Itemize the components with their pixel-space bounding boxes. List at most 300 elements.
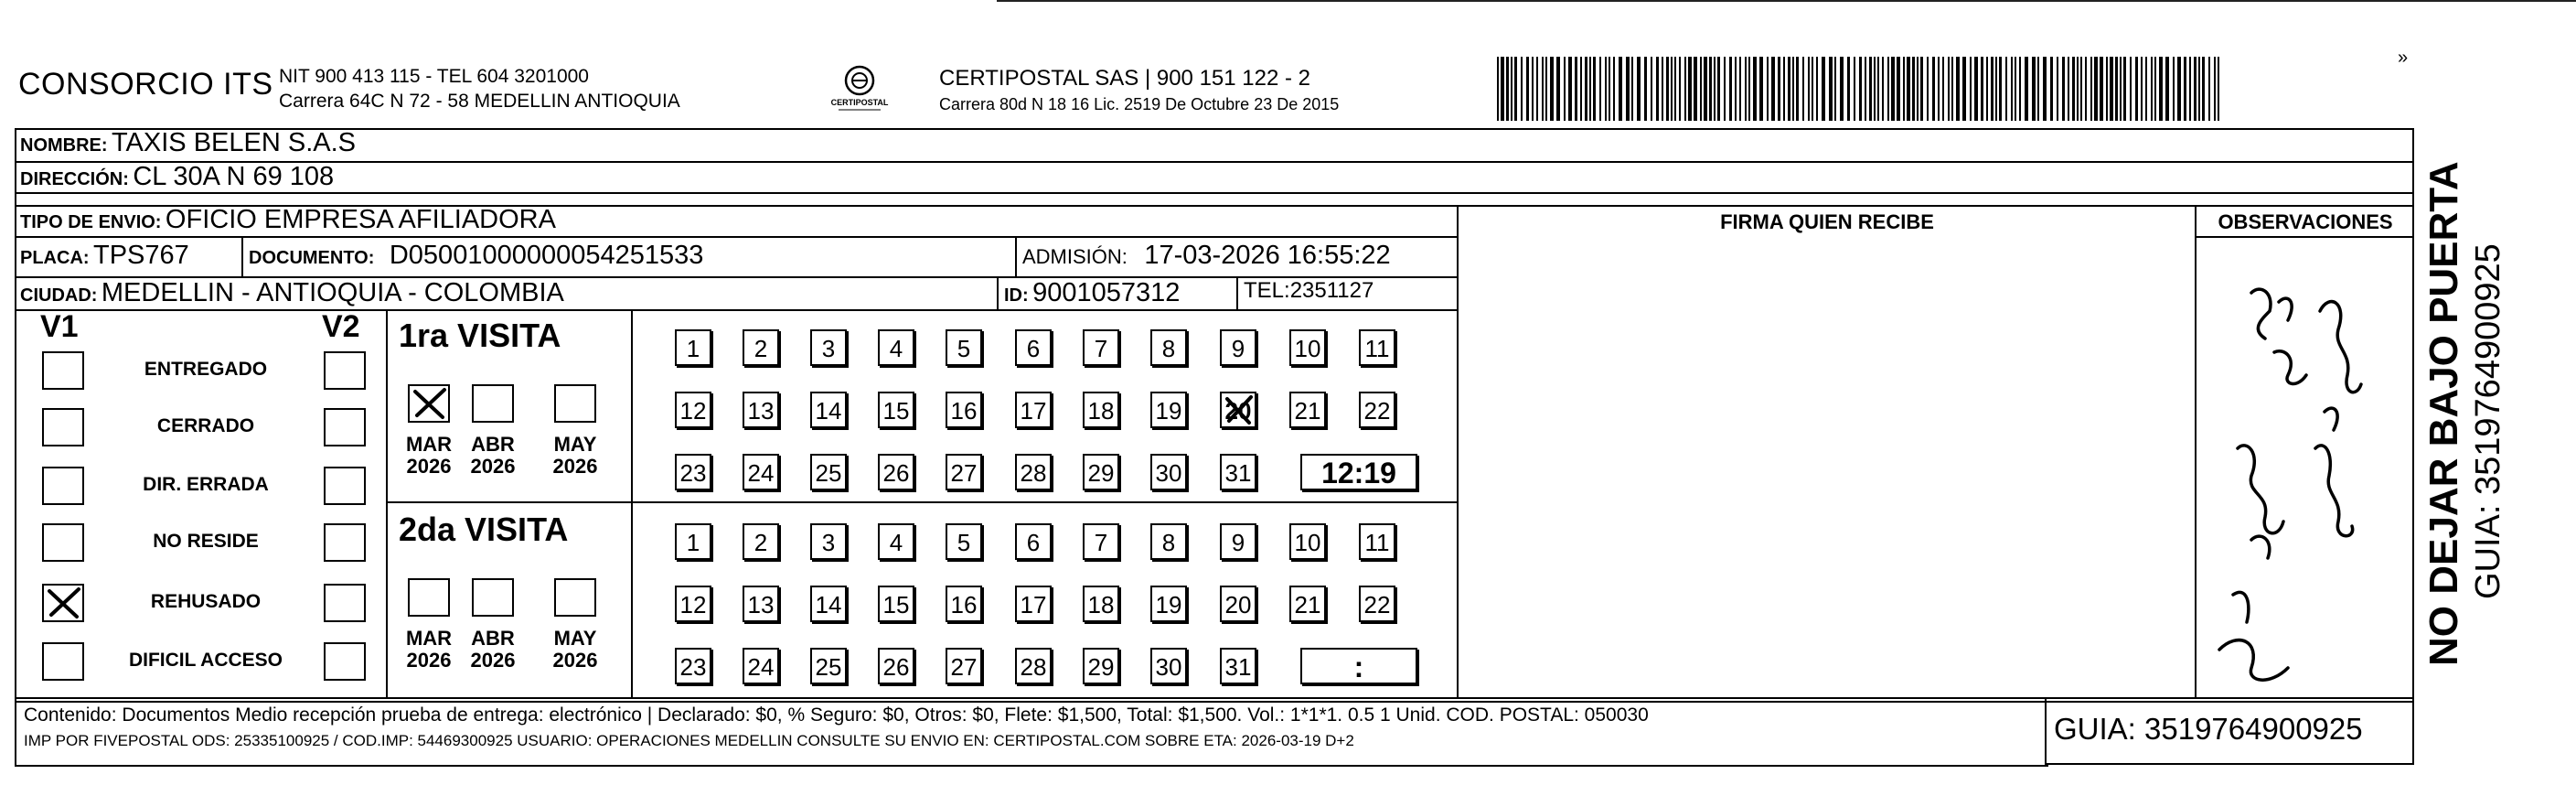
day-box[interactable]: 9: [1220, 523, 1256, 560]
barcode-bar: [1829, 57, 1833, 121]
day-box[interactable]: 16: [946, 392, 982, 428]
company-name: CONSORCIO ITS: [18, 67, 273, 102]
day-box[interactable]: 1: [675, 329, 711, 366]
barcode-bar: [1991, 57, 1993, 121]
day-box[interactable]: 24: [743, 648, 779, 684]
barcode-bar: [1912, 57, 1915, 121]
status-label: ENTREGADO: [144, 359, 268, 380]
day-box[interactable]: 15: [878, 586, 914, 622]
barcode-bar: [1589, 57, 1591, 121]
v1-checkbox[interactable]: [42, 467, 84, 505]
month-year: 2026: [470, 455, 516, 478]
barcode-bar: [1907, 57, 1910, 121]
month-label: [547, 434, 604, 478]
barcode-bar: [2135, 57, 2138, 121]
day-box[interactable]: 28: [1015, 648, 1052, 684]
ciudad-field: [20, 278, 564, 308]
month-checkbox[interactable]: [408, 578, 450, 617]
day-box[interactable]: 22: [1359, 392, 1395, 428]
month-checkbox[interactable]: [472, 578, 514, 617]
barcode-bar: [1556, 57, 1560, 121]
barcode-bar: [2177, 57, 2181, 121]
barcode-bar: [1674, 57, 1676, 121]
day-box[interactable]: 21: [1289, 392, 1326, 428]
day-box[interactable]: 4: [878, 329, 914, 366]
barcode-bar: [1938, 57, 1940, 121]
documento-value: D05001000000054251533: [389, 241, 704, 270]
v1-checkbox[interactable]: [42, 584, 84, 622]
tipo-row: [20, 205, 556, 235]
barcode-bar: [1532, 57, 1534, 121]
barcode-bar: [1511, 57, 1512, 121]
day-box[interactable]: 8: [1150, 523, 1187, 560]
nombre-value: TAXIS BELEN S.A.S: [112, 128, 357, 157]
barcode-bar: [1877, 57, 1879, 121]
barcode-bar: [1986, 57, 1988, 121]
nombre-row: [20, 128, 356, 158]
day-box[interactable]: 17: [1015, 586, 1052, 622]
id-label: ID:: [1004, 285, 1029, 306]
barcode-bar: [1575, 57, 1577, 121]
day-box[interactable]: 24: [743, 454, 779, 490]
barcode-bar: [1521, 57, 1523, 121]
day-box[interactable]: 4: [878, 523, 914, 560]
guia-vertical: GUIA: 3519764900925: [2469, 243, 2507, 599]
barcode-bar: [1847, 57, 1850, 121]
firma-label: FIRMA QUIEN RECIBE: [1720, 210, 1934, 233]
barcode-bar: [1704, 57, 1707, 121]
day-box[interactable]: 14: [810, 586, 847, 622]
tipo-value: OFICIO EMPRESA AFILIADORA: [165, 205, 556, 234]
month-name: ABR: [471, 433, 515, 456]
corner-mark: »: [2398, 48, 2409, 68]
barcode-bar: [1651, 57, 1652, 121]
day-box[interactable]: 15: [878, 392, 914, 428]
day-box[interactable]: 9: [1220, 329, 1256, 366]
barcode-bar: [1684, 57, 1686, 121]
status-label: REHUSADO: [150, 591, 262, 612]
barcode-bar: [1637, 57, 1641, 121]
barcode-bar: [2025, 57, 2028, 121]
day-box[interactable]: 13: [743, 392, 779, 428]
barcode-bar: [1981, 57, 1983, 121]
month-year: 2026: [552, 455, 598, 478]
v1-checkbox[interactable]: [42, 642, 84, 681]
barcode-bar: [1792, 57, 1794, 121]
month-name: MAR: [405, 627, 453, 650]
barcode-bar: [2077, 57, 2079, 121]
day-box[interactable]: 25: [810, 648, 847, 684]
barcode-bar: [1942, 57, 1944, 121]
barcode-bar: [2214, 57, 2216, 121]
barcode-bar: [2130, 57, 2132, 121]
day-box[interactable]: 29: [1083, 648, 1119, 684]
tel-value: 2351127: [1289, 278, 1374, 303]
barcode-bar: [1666, 57, 1669, 121]
day-box[interactable]: 11: [1359, 329, 1395, 366]
day-box[interactable]: 7: [1083, 329, 1119, 366]
barcode-bar: [1948, 57, 1950, 121]
top-border-line: [997, 0, 2576, 2]
barcode-bar: [1694, 57, 1697, 121]
day-box[interactable]: 7: [1083, 523, 1119, 560]
barcode-bar: [1759, 57, 1763, 121]
day-box[interactable]: 29: [1083, 454, 1119, 490]
day-box[interactable]: 19: [1150, 392, 1187, 428]
barcode-bar: [2198, 57, 2200, 121]
day-box[interactable]: 25: [810, 454, 847, 490]
barcode-bar: [1542, 57, 1544, 121]
month-label: [465, 434, 521, 478]
barcode-bar: [1995, 57, 1997, 121]
barcode-bar: [1626, 57, 1630, 121]
day-box[interactable]: 6: [1015, 523, 1052, 560]
barcode-bar: [1526, 57, 1529, 121]
visit-time[interactable]: 12:19: [1300, 454, 1417, 490]
day-box[interactable]: 16: [946, 586, 982, 622]
barcode-bar: [1714, 57, 1716, 121]
barcode-bar: [1724, 57, 1726, 121]
id-field: [1004, 278, 1180, 308]
barcode-bar: [1869, 57, 1872, 121]
barcode-bar: [1970, 57, 1972, 121]
barcode-bar: [1859, 57, 1862, 121]
barcode-bar: [1778, 57, 1780, 121]
barcode-bar: [2173, 57, 2175, 121]
barcode-bar: [2043, 57, 2047, 121]
month-year: 2026: [406, 649, 452, 672]
day-box[interactable]: 27: [946, 454, 982, 490]
admision-field: [1022, 241, 1391, 271]
barcode-bar: [2100, 57, 2103, 121]
barcode-bar: [1656, 57, 1659, 121]
day-box[interactable]: 22: [1359, 586, 1395, 622]
day-box[interactable]: 12: [675, 392, 711, 428]
month-label: [401, 628, 457, 672]
day-box[interactable]: 28: [1015, 454, 1052, 490]
certipostal-logo-icon: [828, 64, 892, 114]
barcode-bar: [2072, 57, 2075, 121]
day-box[interactable]: 3: [810, 329, 847, 366]
barcode-bar: [1735, 57, 1737, 121]
placa-label: PLACA:: [20, 248, 90, 268]
month-year: 2026: [406, 455, 452, 478]
v1-header: V1: [40, 309, 79, 344]
barcode-bar: [1688, 57, 1692, 121]
placa-field: [20, 241, 189, 271]
placa-value: TPS767: [93, 241, 189, 270]
day-box[interactable]: 1: [675, 523, 711, 560]
barcode-bar: [1631, 57, 1633, 121]
barcode-bar: [1882, 57, 1884, 121]
barcode-bar: [2032, 57, 2036, 121]
footer-content: Contenido: Documentos Medio recepción prueba de entrega: electrónico | Declarado: $0, % Seguro: $0, Otros: $0, Flete: $1,500, Total: $1,500. Vol.: 1*1*1. 0.5 1 Unid. COD. POSTAL: 050030: [24, 704, 1649, 726]
barcode-bar: [1887, 57, 1889, 121]
v2-checkbox[interactable]: [324, 642, 366, 681]
barcode-bar: [2019, 57, 2021, 121]
barcode-bar: [2120, 57, 2122, 121]
barcode-bar: [1865, 57, 1866, 121]
barcode-bar: [1619, 57, 1622, 121]
barcode-bar: [1808, 57, 1810, 121]
day-box[interactable]: 27: [946, 648, 982, 684]
day-box[interactable]: 2: [743, 329, 779, 366]
barcode-bar: [2202, 57, 2205, 121]
barcode-bar: [1874, 57, 1876, 121]
barcode-bar: [1514, 57, 1517, 121]
v1-checkbox[interactable]: [42, 351, 84, 390]
barcode-bar: [1717, 57, 1720, 121]
barcode-bar: [1956, 57, 1960, 121]
month-name: ABR: [471, 627, 515, 650]
check-x-mark-icon: [1222, 393, 1256, 428]
month-checkbox[interactable]: [408, 384, 450, 423]
barcode-bar: [1585, 57, 1587, 121]
barcode-bar: [1753, 57, 1757, 121]
day-box[interactable]: 31: [1220, 454, 1256, 490]
month-year: 2026: [552, 649, 598, 672]
tipo-label: TIPO DE ENVIO:: [20, 212, 162, 232]
barcode-bar: [2154, 57, 2156, 121]
documento-field: [249, 241, 703, 271]
barcode-bar: [2050, 57, 2053, 121]
barcode-bar: [1613, 57, 1615, 121]
barcode-bar: [1593, 57, 1596, 121]
barcode-bar: [1545, 57, 1547, 121]
barcode-bar: [2123, 57, 2126, 121]
day-box[interactable]: 19: [1150, 586, 1187, 622]
barcode-bar: [2011, 57, 2013, 121]
barcode-bar: [2057, 57, 2058, 121]
barcode-bar: [2159, 57, 2163, 121]
handwritten-observaciones: [2197, 238, 2412, 695]
v2-checkbox[interactable]: [324, 584, 366, 622]
day-box[interactable]: 12: [675, 586, 711, 622]
barcode-bar: [2062, 57, 2065, 121]
tel-field: [1244, 278, 1374, 304]
barcode-bar: [2218, 57, 2219, 121]
day-box[interactable]: 3: [810, 523, 847, 560]
status-label: DIFICIL ACCESO: [128, 650, 283, 671]
month-checkbox[interactable]: [554, 578, 596, 617]
month-name: MAY: [553, 627, 597, 650]
day-box[interactable]: 10: [1289, 329, 1326, 366]
check-x-mark-icon: [410, 386, 450, 423]
day-box[interactable]: 21: [1289, 586, 1326, 622]
barcode-bar: [1951, 57, 1953, 121]
barcode-bar: [2145, 57, 2147, 121]
tel-label: TEL:: [1244, 278, 1290, 303]
barcode-bar: [1580, 57, 1582, 121]
barcode-bar: [1771, 57, 1775, 121]
status-label: CERRADO: [156, 415, 255, 436]
day-box[interactable]: 20: [1220, 586, 1256, 622]
barcode-bar: [2037, 57, 2039, 121]
barcode-bar: [2085, 57, 2087, 121]
barcode-bar: [2194, 57, 2197, 121]
day-box[interactable]: 23: [675, 648, 711, 684]
certipostal-info: [939, 66, 1339, 114]
barcode-bar: [2141, 57, 2143, 121]
day-box[interactable]: 8: [1150, 329, 1187, 366]
barcode-bar: [1962, 57, 1966, 121]
barcode-bar: [1564, 57, 1566, 121]
day-box[interactable]: 11: [1359, 523, 1395, 560]
barcode-bar: [1599, 57, 1601, 121]
observaciones-label: OBSERVACIONES: [2218, 210, 2393, 233]
barcode-bar: [2151, 57, 2153, 121]
month-label: [401, 434, 457, 478]
barcode-bar: [1767, 57, 1769, 121]
admision-value: 17-03-2026 16:55:22: [1144, 241, 1391, 270]
barcode-bar: [1812, 57, 1813, 121]
footer-imp: IMP POR FIVEPOSTAL ODS: 25335100925 / COD.IMP: 54469300925 USUARIO: OPERACIONES MEDELLIN CONSULTE SU ENVIO EN: CERTIPOSTAL.COM SOBRE ETA: 2026-03-19 D+2: [24, 732, 1354, 749]
documento-label: DOCUMENTO:: [249, 248, 375, 268]
barcode-bar: [1783, 57, 1785, 121]
barcode: [1497, 57, 2224, 121]
barcode-bar: [1662, 57, 1663, 121]
barcode-bar: [1739, 57, 1741, 121]
direccion-label: DIRECCIÓN:: [20, 169, 129, 189]
barcode-bar: [2005, 57, 2007, 121]
company-contact: [279, 64, 680, 113]
company-address: Carrera 64C N 72 - 58 MEDELLIN ANTIOQUIA: [279, 91, 680, 112]
certipostal-name: CERTIPOSTAL SAS | 900 151 122 - 2: [939, 66, 1310, 91]
day-box[interactable]: 18: [1083, 392, 1119, 428]
day-box[interactable]: 18: [1083, 586, 1119, 622]
month-checkbox[interactable]: [554, 384, 596, 423]
barcode-bar: [1917, 57, 1919, 121]
ciudad-label: CIUDAD:: [20, 285, 98, 306]
day-box[interactable]: 17: [1015, 392, 1052, 428]
status-label: NO RESIDE: [153, 531, 259, 552]
barcode-bar: [1796, 57, 1799, 121]
day-box[interactable]: 13: [743, 586, 779, 622]
day-box[interactable]: 23: [675, 454, 711, 490]
barcode-bar: [1822, 57, 1825, 121]
barcode-bar: [1609, 57, 1610, 121]
visit-title: 1ra VISITA: [399, 317, 561, 354]
barcode-bar: [1903, 57, 1905, 121]
day-box[interactable]: 5: [946, 523, 982, 560]
ciudad-value: MEDELLIN - ANTIOQUIA - COLOMBIA: [101, 278, 564, 307]
month-name: MAY: [553, 433, 597, 456]
barcode-bar: [2090, 57, 2092, 121]
barcode-bar: [1709, 57, 1712, 121]
barcode-bar: [1748, 57, 1750, 121]
barcode-bar: [1501, 57, 1504, 121]
nombre-label: NOMBRE:: [20, 135, 108, 156]
check-x-mark-icon: [44, 586, 84, 622]
day-box[interactable]: 26: [878, 648, 914, 684]
day-box[interactable]: 31: [1220, 648, 1256, 684]
month-checkbox[interactable]: [472, 384, 514, 423]
barcode-bar: [1671, 57, 1673, 121]
id-value: 9001057312: [1032, 278, 1181, 307]
company-nit: NIT 900 413 115 - TEL 604 3201000: [279, 66, 589, 87]
month-label: [547, 628, 604, 672]
visit-title: 2da VISITA: [399, 511, 569, 548]
barcode-bar: [1568, 57, 1572, 121]
barcode-bar: [1788, 57, 1790, 121]
footer-guia: GUIA: 3519764900925: [2054, 712, 2363, 746]
barcode-bar: [1497, 57, 1499, 121]
day-box[interactable]: 2: [743, 523, 779, 560]
certipostal-license: Carrera 80d N 18 16 Lic. 2519 De Octubre 23 De 2015: [939, 95, 1340, 113]
barcode-bar: [1802, 57, 1804, 121]
signature-area[interactable]: [1463, 240, 2191, 694]
barcode-bar: [1974, 57, 1978, 121]
barcode-bar: [1729, 57, 1732, 121]
barcode-bar: [2068, 57, 2069, 121]
barcode-bar: [1891, 57, 1895, 121]
logo-text: CERTIPOSTAL: [830, 98, 889, 107]
barcode-bar: [2106, 57, 2108, 121]
barcode-bar: [1679, 57, 1681, 121]
barcode-bar: [2184, 57, 2186, 121]
barcode-bar: [2110, 57, 2113, 121]
barcode-bar: [2165, 57, 2169, 121]
barcode-bar: [1536, 57, 1538, 121]
day-box[interactable]: 5: [946, 329, 982, 366]
day-box[interactable]: 26: [878, 454, 914, 490]
v1-checkbox[interactable]: [42, 408, 84, 446]
barcode-bar: [1854, 57, 1855, 121]
barcode-bar: [2094, 57, 2098, 121]
barcode-bar: [1999, 57, 2002, 121]
barcode-bar: [2115, 57, 2118, 121]
month-year: 2026: [470, 649, 516, 672]
no-dejar-warning: NO DEJAR BAJO PUERTA: [2421, 161, 2466, 666]
barcode-bar: [1927, 57, 1929, 121]
barcode-bar: [1932, 57, 1935, 121]
barcode-bar: [1550, 57, 1554, 121]
barcode-bar: [1644, 57, 1647, 121]
day-box[interactable]: 30: [1150, 454, 1187, 490]
day-box[interactable]: 6: [1015, 329, 1052, 366]
barcode-bar: [1834, 57, 1836, 121]
status-label: DIR. ERRADA: [143, 474, 269, 495]
day-box[interactable]: 14: [810, 392, 847, 428]
day-box[interactable]: 10: [1289, 523, 1326, 560]
day-box[interactable]: 30: [1150, 648, 1187, 684]
barcode-bar: [1506, 57, 1509, 121]
v2-checkbox[interactable]: [324, 351, 366, 390]
barcode-bar: [1745, 57, 1747, 121]
barcode-bar: [1897, 57, 1900, 121]
barcode-bar: [1605, 57, 1607, 121]
barcode-bar: [2189, 57, 2191, 121]
v2-checkbox[interactable]: [324, 467, 366, 505]
barcode-bar: [2080, 57, 2082, 121]
month-name: MAR: [405, 433, 453, 456]
barcode-bar: [2015, 57, 2016, 121]
admision-label: ADMISIÓN:: [1022, 245, 1128, 268]
v2-header: V2: [322, 309, 360, 344]
v2-checkbox[interactable]: [324, 523, 366, 562]
barcode-bar: [2208, 57, 2210, 121]
barcode-bar: [1840, 57, 1844, 121]
month-label: [465, 628, 521, 672]
v1-checkbox[interactable]: [42, 523, 84, 562]
barcode-bar: [1816, 57, 1818, 121]
v2-checkbox[interactable]: [324, 408, 366, 446]
barcode-bar: [1920, 57, 1923, 121]
day-box[interactable]: 20: [1220, 392, 1256, 428]
visit-time[interactable]: :: [1300, 648, 1417, 684]
direccion-value: CL 30A N 69 108: [133, 162, 335, 191]
direccion-row: [20, 162, 334, 192]
